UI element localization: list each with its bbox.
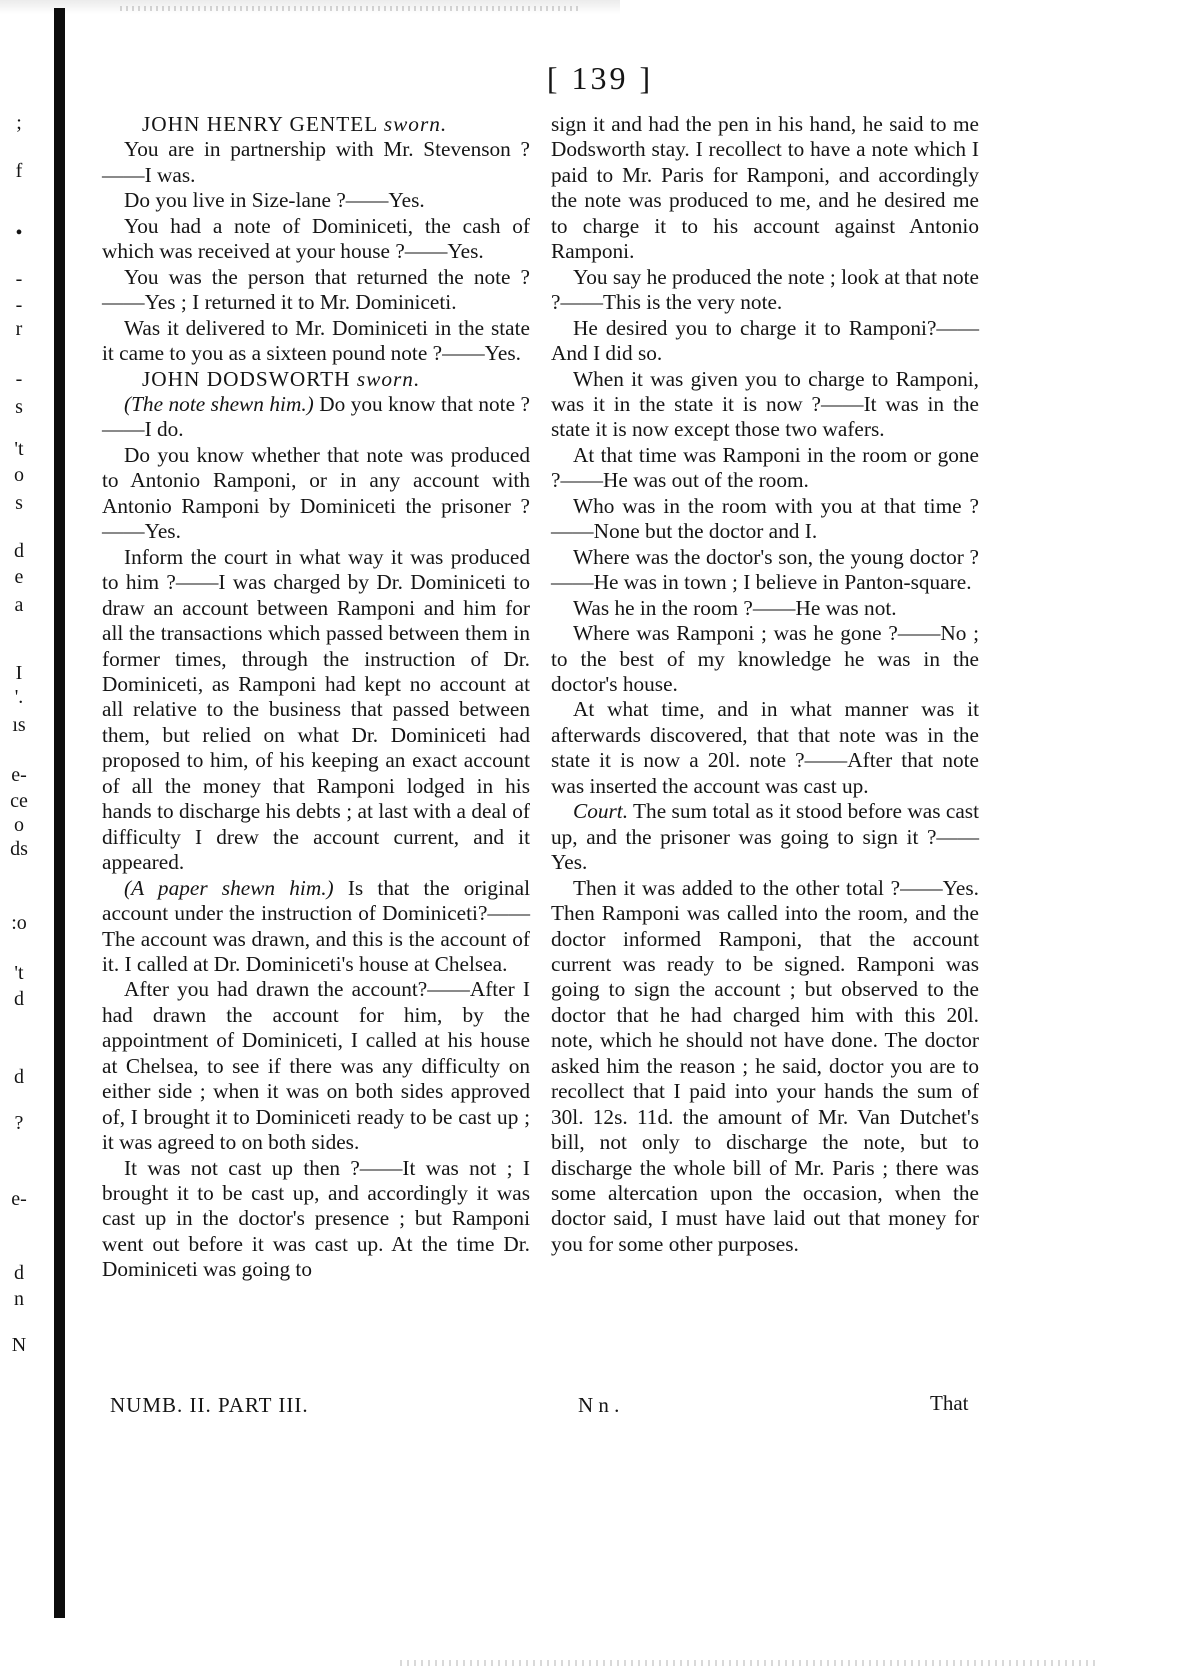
paragraph-text: You are in partnership with Mr. Stevenson ?——I was. <box>102 137 530 187</box>
margin-fragment: N <box>11 1334 27 1356</box>
testimony-paragraph <box>102 316 530 367</box>
testimony-paragraph <box>551 621 979 697</box>
margin-fragment: o <box>14 464 24 486</box>
testimony-paragraph <box>102 443 530 545</box>
facing-page-margin <box>0 0 40 1680</box>
testimony-paragraph <box>102 137 530 188</box>
testimony-paragraph <box>102 392 530 443</box>
margin-fragment: ; <box>16 112 22 134</box>
paragraph-text: Is that the original account under the instruction of Dominiceti?——The account was drawn, and this is the account of it. I called at Dr. Dominiceti's house at Chelsea. <box>102 875 531 976</box>
left-column <box>102 112 530 1283</box>
margin-fragment: 't <box>14 438 24 460</box>
testimony-paragraph <box>102 265 530 316</box>
margin-fragment: ce <box>10 790 28 812</box>
margin-fragment: f <box>15 160 23 182</box>
margin-fragment: s <box>15 492 23 514</box>
testimony-paragraph <box>102 545 530 876</box>
paragraph-text: You had a note of Dominiceti, the cash of which was received at your house ?——Yes. <box>102 213 530 264</box>
paragraph-text: At what time, and in what manner was it afterwards discovered, that that note was in the state it is now a 20l. note ?——After that note was inserted the account was cast up. <box>551 697 979 798</box>
catchword: That <box>930 1391 969 1415</box>
margin-fragment: d <box>14 1066 24 1088</box>
paragraph-text: You say he produced the note ; look at that note ?——This is the very note. <box>551 264 979 315</box>
testimony-paragraph <box>102 214 530 265</box>
paragraph-text: Do you know that note ?——I do. <box>102 391 530 442</box>
paragraph-text: Who was in the room with you at that time ?——None but the doctor and I. <box>551 493 979 544</box>
testimony-paragraph <box>551 596 979 621</box>
paragraph-text: Do you know whether that note was produced to Antonio Ramponi, or in any account with Antonio Ramponi by Dominiceti the prisoner ?——Yes. <box>102 442 530 544</box>
witness-name: JOHN HENRY GENTEL <box>142 112 378 136</box>
paragraph-text: Do you live in Size-lane ?——Yes. <box>124 188 425 213</box>
margin-fragment: :o <box>11 912 27 934</box>
margin-fragment: • <box>15 222 23 244</box>
testimony-paragraph <box>102 977 530 1155</box>
page-number: [ 139 ] <box>546 60 654 96</box>
paragraph-text: At that time was Ramponi in the room or gone ?——He was out of the room. <box>551 442 979 493</box>
paragraph-text: It was not cast up then ?——It was not ; I brought it to be cast up, and accordingly it was cast up in the doctor's presence ; but Ramponi went out before it was cast up. At the time Dr. Dominiceti was going to <box>102 1155 530 1282</box>
margin-fragment: d <box>14 1262 24 1284</box>
margin-fragment: - <box>15 268 23 290</box>
signature-line: NUMB. II. PART III. <box>110 1393 309 1417</box>
margin-fragment: e <box>14 566 24 588</box>
testimony-paragraph <box>551 443 979 494</box>
margin-fragment: '. <box>14 686 24 708</box>
margin-fragment: s <box>15 396 23 418</box>
right-column <box>551 112 979 1257</box>
testimony-paragraph <box>551 316 979 367</box>
margin-fragment: o <box>14 814 24 836</box>
margin-fragment: d <box>14 988 24 1010</box>
margin-fragment: ? <box>14 1112 24 1134</box>
paragraph-text: Where was Ramponi ; was he gone ?——No ; to the best of my knowledge he was in the doctor's house. <box>551 621 979 696</box>
testimony-paragraph <box>551 367 979 443</box>
witness-heading <box>102 367 530 392</box>
italic-note: Court. <box>573 799 629 824</box>
witness-heading <box>102 112 530 137</box>
margin-fragment: n <box>14 1288 24 1310</box>
italic-note: (A paper shewn him.) <box>124 875 334 900</box>
margin-fragment: - <box>15 294 23 316</box>
paragraph-text: Where was the doctor's son, the young doctor ?——He was in town ; I believe in Panton-square. <box>551 544 979 595</box>
margin-fragment: I <box>15 662 23 684</box>
signature-mark: N n . <box>578 1393 620 1417</box>
testimony-paragraph <box>551 697 979 799</box>
margin-fragment: a <box>14 594 24 616</box>
testimony-paragraph <box>551 799 979 875</box>
testimony-paragraph <box>551 494 979 545</box>
margin-fragment: e- <box>11 1188 27 1210</box>
scan-noise-bottom <box>400 1660 1100 1666</box>
margin-fragment: 't <box>14 962 24 984</box>
paragraph-text: Then it was added to the other total ?——Yes. Then Ramponi was called into the room, and the doctor informed Ramponi, that the account current was ready to be signed. Ramponi was going to sign the account ; but observed to the doctor that he had charged him with this 20l. note, which he should not have done. The doctor asked him the reason ; he said, doctor you are to recollect that I paid into your hands the sum of 30l. 12s. 11d. the amount of Mr. Van Dutchet's bill, not only to discharge the note, but to discharge the whole bill of Mr. Paris ; there was some altercation upon the occasion, when the doctor said, I must have laid out that money for you for some other purposes. <box>551 875 979 1256</box>
testimony-paragraph <box>102 876 530 978</box>
paragraph-text: sign it and had the pen in his hand, he said to me Dodsworth stay. I recollect to have a note which I paid to Mr. Paris for Ramponi, and accordingly the note was produced to me, and he desired me to charge it to his account against Antonio Ramponi. <box>551 112 979 264</box>
scan-noise-top <box>120 6 580 11</box>
sworn-label: sworn. <box>383 112 448 136</box>
margin-fragment: d <box>14 540 24 562</box>
testimony-paragraph <box>551 112 979 265</box>
margin-fragment: ds <box>10 838 28 860</box>
margin-fragment: e- <box>11 764 27 786</box>
sworn-label: sworn. <box>356 366 421 391</box>
witness-name: JOHN DODSWORTH <box>142 366 351 391</box>
paragraph-text: When it was given you to charge to Ramponi, was it in the state it is now ?——It was in the state it is now except those two wafers. <box>551 366 979 442</box>
paragraph-text: The sum total as it stood before was cast up, and the prisoner was going to sign it ?——Yes. <box>551 799 979 875</box>
paragraph-text: You was the person that returned the note ?——Yes ; I returned it to Mr. Dominiceti. <box>102 264 530 315</box>
testimony-paragraph <box>102 1156 530 1283</box>
testimony-paragraph <box>551 876 979 1258</box>
paragraph-text: He desired you to charge it to Ramponi?——And I did so. <box>551 315 979 366</box>
margin-fragment: ıs <box>12 714 26 736</box>
paragraph-text: Was it delivered to Mr. Dominiceti in the state it came to you as a sixteen pound note ?——Yes. <box>102 315 530 366</box>
margin-fragment: - <box>15 368 23 390</box>
testimony-paragraph <box>551 265 979 316</box>
testimony-paragraph <box>551 545 979 596</box>
italic-note: (The note shewn him.) <box>124 391 314 416</box>
testimony-paragraph <box>102 188 530 213</box>
margin-fragment: r <box>15 318 23 340</box>
binding-edge <box>54 8 65 1618</box>
paragraph-text: Inform the court in what way it was produced to him ?——I was charged by Dr. Dominiceti to draw an account between Ramponi and him for all the transactions which passed between them in former times, through the instruction of Dr. Dominiceti, as Ramponi had kept no account at all relative to the business that passed between them, but relied on what Dr. Dominiceti had proposed to him, of his keeping an exact account of all the money that Ramponi lodged in his hands to discharge his debts ; at last with a deal of difficulty I drew the account current, and it appeared. <box>102 544 530 875</box>
paragraph-text: After you had drawn the account?——After I had drawn the account for him, by the appointment of Dominiceti, I called at his house at Chelsea, to see if there was any difficulty on either side ; when it was on both sides approved of, I brought it to Dominiceti ready to be cast up ; it was agreed to on both sides. <box>102 977 530 1155</box>
paragraph-text: Was he in the room ?——He was not. <box>573 595 897 620</box>
